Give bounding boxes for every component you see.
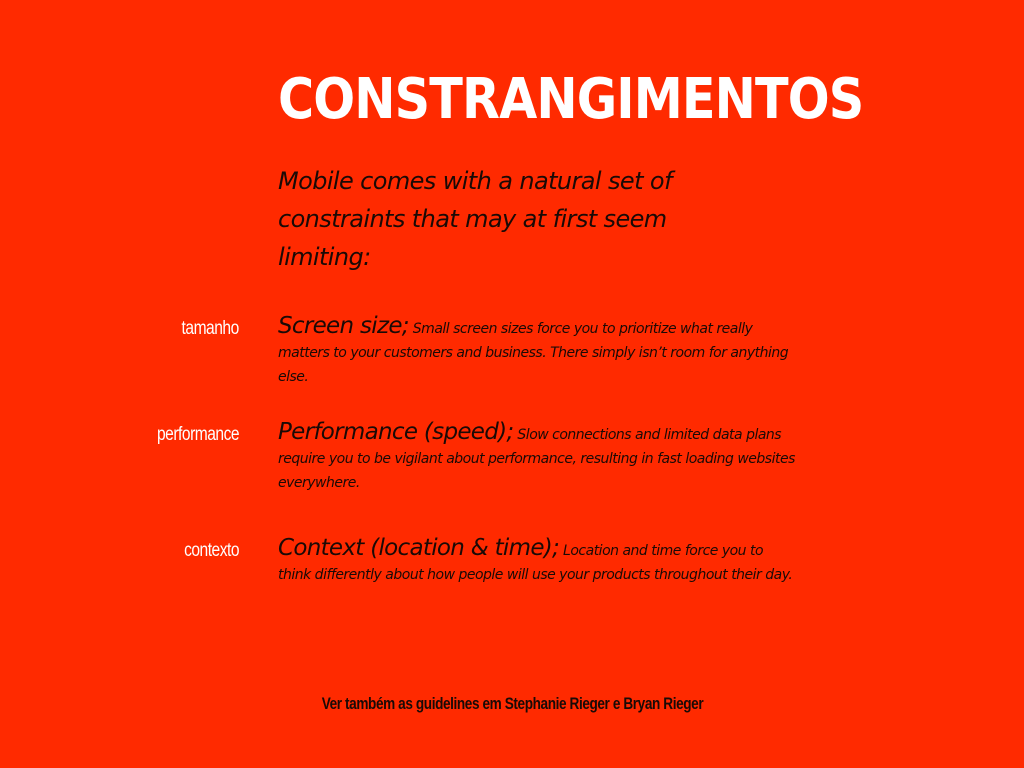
intro-text: Mobile comes with a natural set of constraints that may at first seem limiting: xyxy=(278,167,672,271)
slide-title: CONSTRANGIMENTOS xyxy=(278,67,864,132)
item-text: Location and time force you to think differently about how people will use your products throughout their day. xyxy=(278,543,793,583)
item-heading: Screen size; xyxy=(278,313,409,339)
item-label-contexto: contexto xyxy=(184,540,239,561)
footer-note xyxy=(0,694,1024,714)
item-screen-size xyxy=(278,314,798,389)
item-text: Small screen sizes force you to prioritize what really matters to your customers and business. There simply isn’t room for anything else. xyxy=(278,321,789,385)
item-label-tamanho: tamanho xyxy=(181,318,239,339)
item-label-performance: performance xyxy=(156,424,239,445)
footer-text: Ver também as guidelines em Stephanie Rieger e Bryan Rieger xyxy=(321,694,703,713)
item-text: Slow connections and limited data plans require you to be vigilant about performance, resulting in fast loading websites everywhere. xyxy=(278,427,795,491)
item-heading: Context (location & time); xyxy=(278,535,560,561)
item-heading: Performance (speed); xyxy=(278,419,514,445)
item-context xyxy=(278,536,798,587)
item-performance xyxy=(278,420,798,495)
